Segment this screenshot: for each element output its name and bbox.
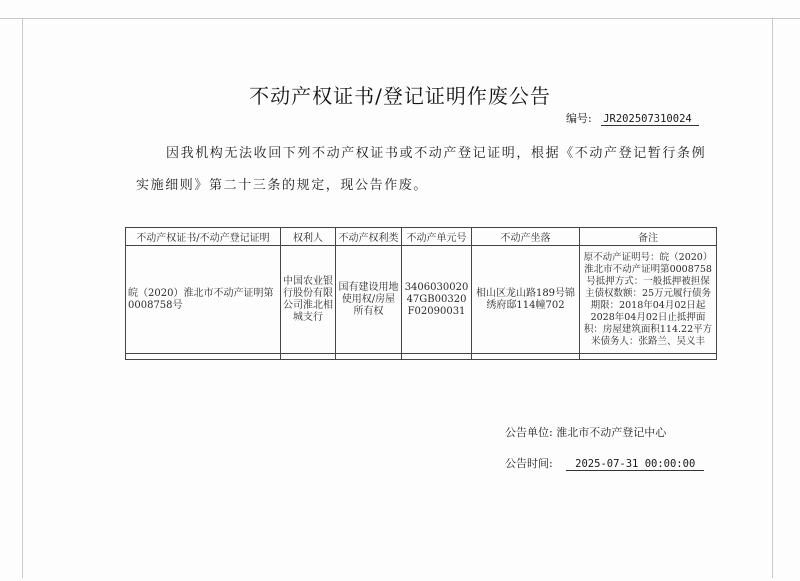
issuing-unit <box>505 424 666 440</box>
body-paragraph-1: 因我机构无法收回下列不动产权证书或不动产登记证明，根据《不动产登记暂行条例 <box>166 146 707 161</box>
scan-edge-top <box>0 18 800 19</box>
serial-label: 编号: <box>566 112 592 125</box>
issuing-unit-value: 淮北市不动产登记中心 <box>556 426 667 439</box>
notice-title: 不动产权证书/登记证明作废公告 <box>249 84 551 108</box>
issue-time <box>505 455 704 471</box>
serial-value: JR202507310024 <box>601 113 699 126</box>
header-remarks: 备注 <box>580 228 717 246</box>
cell-holder: 中国农业银行股份有限公司淮北相城支行 <box>281 246 336 354</box>
blank-cell <box>580 354 717 360</box>
issuing-unit-label: 公告单位: <box>505 426 553 439</box>
cell-location: 相山区龙山路189号锦绣府邸114幢702 <box>472 246 580 354</box>
header-right-type: 不动产权利类 <box>336 228 402 246</box>
cell-right-type: 国有建设用地使用权/房屋所有权 <box>336 246 402 354</box>
issue-time-value: 2025-07-31 00:00:00 <box>566 458 704 471</box>
blank-cell <box>336 354 402 360</box>
table-row <box>126 246 717 354</box>
blank-cell <box>126 354 281 360</box>
table-header-row <box>126 228 717 246</box>
table-blank-row <box>126 354 717 360</box>
blank-cell <box>402 354 472 360</box>
header-location: 不动产坐落 <box>472 228 580 246</box>
body-paragraph-2: 实施细则》第二十三条的规定，现公告作废。 <box>136 178 429 193</box>
blank-cell <box>281 354 336 360</box>
serial-number <box>566 110 699 126</box>
issue-time-label: 公告时间: <box>505 457 553 470</box>
cell-remarks: 原不动产证明号：皖（2020）淮北市不动产证明第0008758号抵押方式：一般抵押被担保主债权数额：25万元履行债务期限：2018年04月02日起2028年04月02日止抵押面积：房屋建筑面积114.22平方米债务人：张路兰、吴义丰 <box>580 246 717 354</box>
blank-cell <box>472 354 580 360</box>
cell-unit-number: 340603002047GB00320F02090031 <box>402 246 472 354</box>
records-table <box>125 227 717 360</box>
header-certificate: 不动产权证书/不动产登记证明 <box>126 228 281 246</box>
header-holder: 权利人 <box>281 228 336 246</box>
header-unit-number: 不动产单元号 <box>402 228 472 246</box>
cell-certificate: 皖（2020）淮北市不动产证明第0008758号 <box>126 246 281 354</box>
